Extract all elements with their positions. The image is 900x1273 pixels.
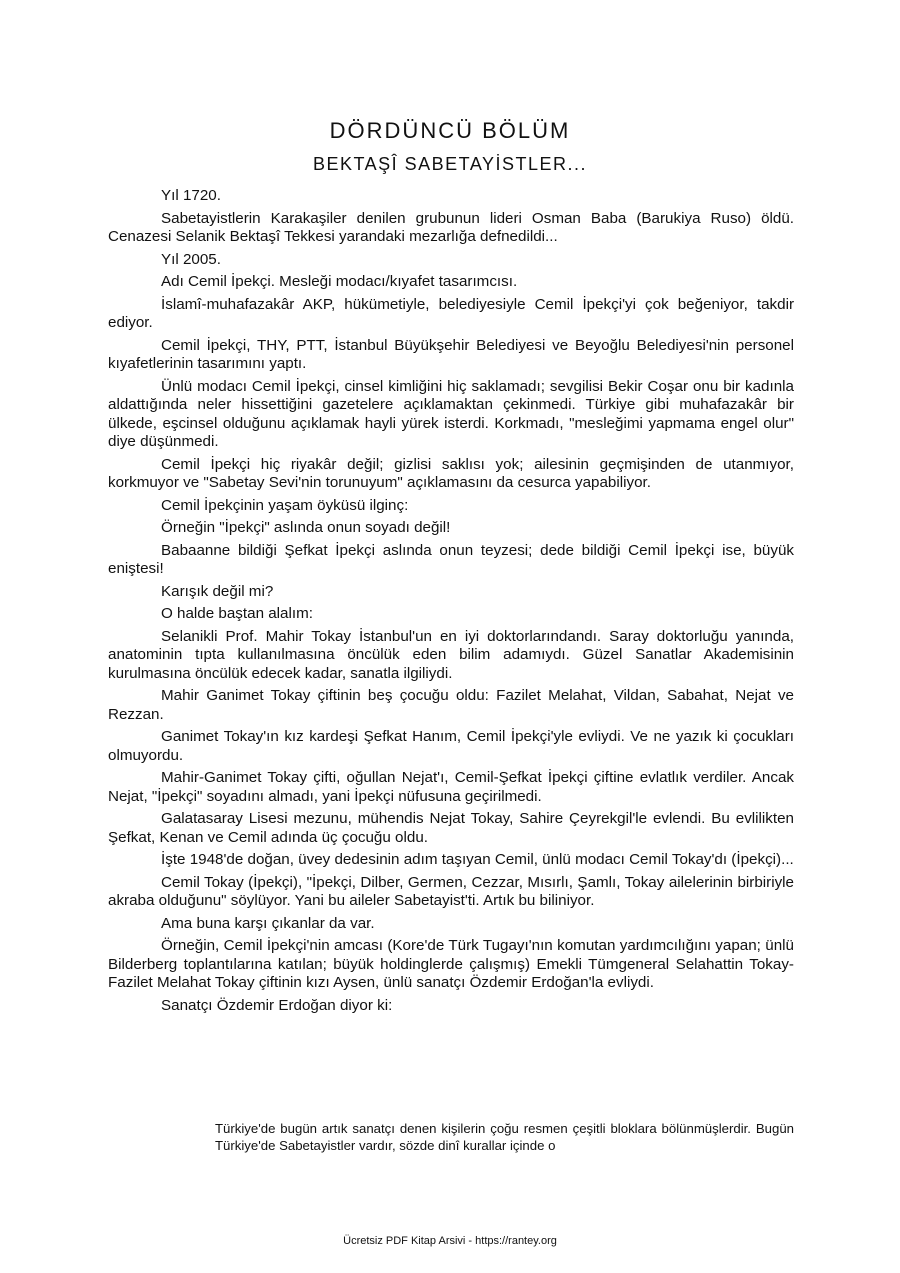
paragraph: Yıl 1720.	[161, 187, 221, 204]
block-quote: Türkiye'de bugün artık sanatçı denen kişilerin çoğu resmen çeşitli bloklara bölünmüşlerdir. Bugün Türkiye'de Sabetayistler vardır, sözde dinî kurallar içinde o	[215, 1121, 794, 1153]
paragraph: Örneğin, Cemil İpekçi'nin amcası (Kore'de Türk Tugayı'nın komutan yardımcılığını yapan; ünlü Bilderberg toplantılarına katılan; büyük holdinglerde çalışmış) Emekli Tümgeneral Selahattin Tokay-Fazilet Melahat Tokay çiftinin kızı Aysen, ünlü sanatçı Özdemir Erdoğan'la evliydi.	[108, 937, 794, 991]
paragraph: Cemil İpekçi hiç riyakâr değil; gizlisi saklısı yok; ailesinin geçmişinden de utanmıyor, korkmuyor ve "Sabetay Sevi'nin torunuyum" açıklamasını da cesurca yapabiliyor.	[108, 455, 794, 491]
paragraph: Adı Cemil İpekçi. Mesleği modacı/kıyafet tasarımcısı.	[161, 273, 518, 290]
chapter-subtitle: BEKTAŞÎ SABETAYİSTLER...	[312, 154, 588, 174]
chapter-title: DÖRDÜNCÜ BÖLÜM	[329, 118, 571, 143]
paragraph: Yıl 2005.	[161, 250, 221, 268]
paragraph: Sanatçı Özdemir Erdoğan diyor ki:	[161, 996, 393, 1014]
paragraph: O halde baştan alalım:	[161, 605, 313, 622]
paragraph: Selanikli Prof. Mahir Tokay İstanbul'un en iyi doktorlarındandı. Saray doktorluğu yanında, anatominin tıpta kullanılmasına öncülük eden bilim adamıydı. Güzel Sanatlar Akademisinin kurulmasına öncülük edecek kadar, sanatla ilgiliydi.	[108, 627, 794, 682]
paragraph: Ama buna karşı çıkanlar da var.	[161, 914, 375, 932]
paragraph: Mahir-Ganimet Tokay çifti, oğullan Nejat'ı, Cemil-Şefkat İpekçi çiftine evlatlık verdiler. Ancak Nejat, "İpekçi" soyadını almadı, yani İpekçi nüfusuna geçirilmedi.	[108, 769, 794, 805]
paragraph: Cemil İpekçinin yaşam öyküsü ilginç:	[161, 496, 409, 514]
paragraph: Cemil Tokay (İpekçi), "İpekçi, Dilber, Germen, Cezzar, Mısırlı, Şamlı, Tokay ailelerinin birbiriyle akraba olduğunu" söylüyor. Yani bu aileler Sabetayist'ti. Artık bu biliniyor.	[108, 873, 794, 909]
paragraph: Örneğin "İpekçi" aslında onun soyadı değil!	[161, 519, 451, 536]
paragraph: Karışık değil mi?	[161, 582, 274, 600]
paragraph: Ganimet Tokay'ın kız kardeşi Şefkat Hanım, Cemil İpekçi'yle evliydi. Ve ne yazık ki çocukları olmuyordu.	[108, 728, 794, 764]
paragraph: Sabetayistlerin Karakaşiler denilen grubunun lideri Osman Baba (Barukiya Ruso) öldü. Cenazesi Selanik Bektaşî Tekkesi yarandaki mezarlığa defnedildi...	[108, 209, 794, 245]
paragraph: İşte 1948'de doğan, üvey dedesinin adım taşıyan Cemil, ünlü modacı Cemil Tokay'dı (İpekçi)...	[161, 851, 794, 868]
paragraph: Cemil İpekçi, THY, PTT, İstanbul Büyükşehir Belediyesi ve Beyoğlu Belediyesi'nin personel kıyafetlerinin tasarımını yaptı.	[108, 336, 794, 372]
page-footer: Ücretsiz PDF Kitap Arsivi - https://rantey.org	[343, 1235, 557, 1247]
paragraph: Babaanne bildiği Şefkat İpekçi aslında onun teyzesi; dede bildiği Cemil İpekçi ise, büyük eniştesi!	[108, 541, 794, 577]
chapter-body	[108, 187, 794, 1019]
paragraph: İslamî-muhafazakâr AKP, hükümetiyle, belediyesiyle Cemil İpekçi'yi çok beğeniyor, takdir ediyor.	[108, 295, 794, 331]
paragraph: Ünlü modacı Cemil İpekçi, cinsel kimliğini hiç saklamadı; sevgilisi Bekir Coşar onu bir kadınla aldattığında neler hissettiğini gazetelere açıklamaktan çekinmedi. Türkiye gibi muhafazakâr bir ülkede, eşcinsel olduğunu açıklamak hayli yürek isterdi. Korkmadı, "mesleğimi yapmama engel olur" diye düşünmedi.	[108, 377, 794, 450]
paragraph: Galatasaray Lisesi mezunu, mühendis Nejat Tokay, Sahire Çeyrekgil'le evlendi. Bu evlilikten Şefkat, Kenan ve Cemil adında üç çocuğu oldu.	[108, 810, 794, 846]
paragraph: Mahir Ganimet Tokay çiftinin beş çocuğu oldu: Fazilet Melahat, Vildan, Sabahat, Nejat ve Rezzan.	[108, 687, 794, 723]
